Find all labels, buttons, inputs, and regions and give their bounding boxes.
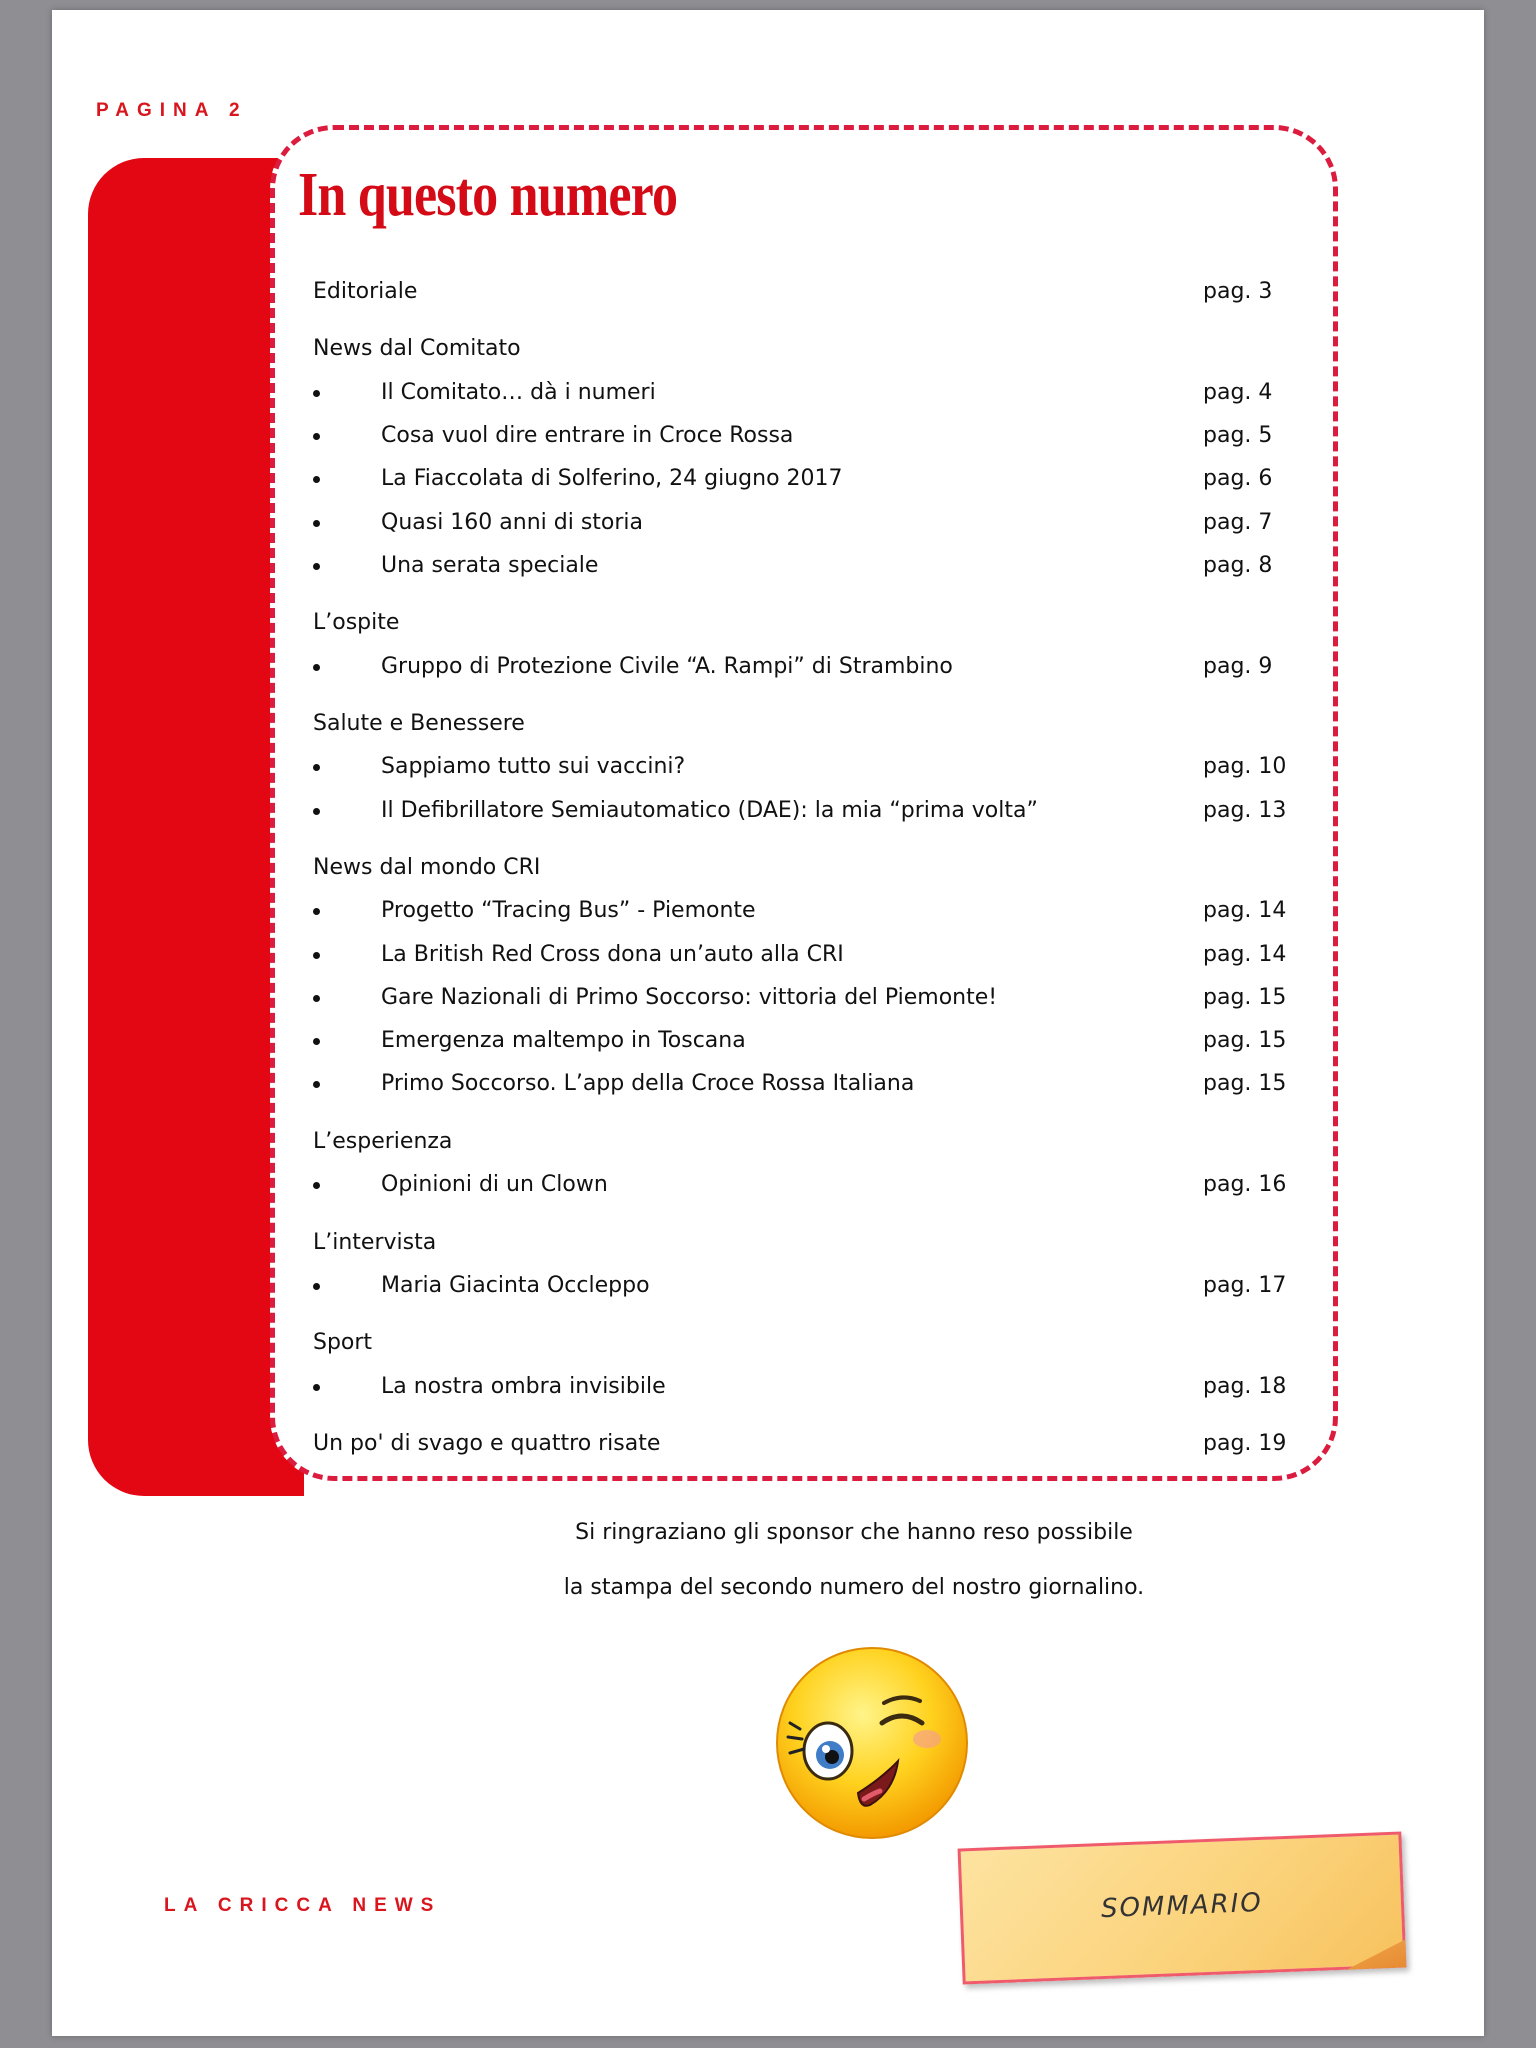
- toc-item: [313, 750, 1353, 784]
- bullet-icon: [313, 520, 320, 527]
- toc-label: Una serata speciale: [381, 553, 599, 578]
- toc-page-number: pag. 6: [1203, 466, 1273, 491]
- toc-item: [313, 419, 1353, 453]
- toc-label: Sport: [313, 1330, 373, 1355]
- page-label: PAGINA 2: [96, 100, 248, 121]
- toc-label: L’intervista: [313, 1230, 437, 1255]
- toc-label: La nostra ombra invisibile: [381, 1374, 666, 1399]
- toc-page-number: pag. 9: [1203, 654, 1273, 679]
- toc-label: Progetto “Tracing Bus” - Piemonte: [381, 898, 756, 923]
- winking-face-icon: [762, 1643, 972, 1843]
- toc-item: [313, 1370, 1353, 1404]
- toc-label: Primo Soccorso. L’app della Croce Rossa Italiana: [381, 1071, 915, 1096]
- bullet-icon: [313, 1283, 320, 1290]
- toc-label: L’esperienza: [313, 1129, 453, 1154]
- toc-label: Il Defibrillatore Semiautomatico (DAE): la mia “prima volta”: [381, 798, 1038, 823]
- toc-section: [313, 1226, 1353, 1260]
- toc-item: [313, 894, 1353, 928]
- toc-page-number: pag. 14: [1203, 942, 1287, 967]
- toc-label: News dal mondo CRI: [313, 855, 541, 880]
- bullet-icon: [313, 433, 320, 440]
- thanks-line-2: la stampa del secondo numero del nostro giornalino.: [563, 1575, 1145, 1600]
- toc-page-number: pag. 8: [1203, 553, 1273, 578]
- toc-label: Un po' di svago e quattro risate: [313, 1431, 661, 1456]
- toc-label: Cosa vuol dire entrare in Croce Rossa: [381, 423, 794, 448]
- toc-label: Gare Nazionali di Primo Soccorso: vittoria del Piemonte!: [381, 985, 998, 1010]
- bullet-icon: [313, 563, 320, 570]
- bullet-icon: [313, 1384, 320, 1391]
- toc-label: La British Red Cross dona un’auto alla CRI: [381, 942, 844, 967]
- toc-page-number: pag. 13: [1203, 798, 1287, 823]
- toc-label: Sappiamo tutto sui vaccini?: [381, 754, 686, 779]
- toc-page-number: pag. 5: [1203, 423, 1273, 448]
- toc-label: Il Comitato… dà i numeri: [381, 380, 656, 405]
- toc-item: [313, 506, 1353, 540]
- toc-page-number: pag. 15: [1203, 1071, 1287, 1096]
- note-curl: [1345, 1939, 1406, 1969]
- toc-page-number: pag. 4: [1203, 380, 1273, 405]
- bullet-icon: [313, 764, 320, 771]
- toc-page-number: pag. 14: [1203, 898, 1287, 923]
- toc-section: [313, 275, 1353, 309]
- toc-page-number: pag. 10: [1203, 754, 1287, 779]
- bullet-icon: [313, 1038, 320, 1045]
- bullet-icon: [313, 1081, 320, 1088]
- toc-page-number: pag. 16: [1203, 1172, 1287, 1197]
- bullet-icon: [313, 390, 320, 397]
- toc-section: [313, 1427, 1353, 1461]
- bullet-icon: [313, 995, 320, 1002]
- toc-item: [313, 549, 1353, 583]
- toc-title: In questo numero: [298, 161, 678, 229]
- toc-section: [313, 851, 1353, 885]
- toc-item: [313, 938, 1353, 972]
- bullet-icon: [313, 476, 320, 483]
- toc-item: [313, 1168, 1353, 1202]
- bullet-icon: [313, 952, 320, 959]
- toc-item: [313, 462, 1353, 496]
- sommario-label: SOMMARIO: [1100, 1887, 1264, 1925]
- toc-page-number: pag. 17: [1203, 1273, 1287, 1298]
- toc-section: [313, 332, 1353, 366]
- toc-item: [313, 1024, 1353, 1058]
- toc-page-number: pag. 19: [1203, 1431, 1287, 1456]
- sommario-sticky-note: [958, 1832, 1407, 1985]
- toc-label: La Fiaccolata di Solferino, 24 giugno 2017: [381, 466, 843, 491]
- toc-section: [313, 606, 1353, 640]
- bullet-icon: [313, 664, 320, 671]
- toc-item: [313, 981, 1353, 1015]
- toc-label: Opinioni di un Clown: [381, 1172, 608, 1197]
- toc-page-number: pag. 18: [1203, 1374, 1287, 1399]
- toc-section: [313, 707, 1353, 741]
- toc-page-number: pag. 7: [1203, 510, 1273, 535]
- toc-item: [313, 1067, 1353, 1101]
- toc-label: Gruppo di Protezione Civile “A. Rampi” di Strambino: [381, 654, 953, 679]
- toc-item: [313, 650, 1353, 684]
- toc-label: Quasi 160 anni di storia: [381, 510, 644, 535]
- toc-section: [313, 1125, 1353, 1159]
- toc-section: [313, 1326, 1353, 1360]
- toc-item: [313, 376, 1353, 410]
- bullet-icon: [313, 908, 320, 915]
- toc-page-number: pag. 15: [1203, 985, 1287, 1010]
- bullet-icon: [313, 1182, 320, 1189]
- toc-label: Editoriale: [313, 279, 418, 304]
- thanks-line-1: Si ringraziano gli sponsor che hanno reso possibile: [575, 1520, 1133, 1545]
- toc-label: Salute e Benessere: [313, 711, 525, 736]
- toc-page-number: pag. 15: [1203, 1028, 1287, 1053]
- footer-brand: LA CRICCA NEWS: [164, 1895, 442, 1916]
- toc-item: [313, 794, 1353, 828]
- toc-label: Emergenza maltempo in Toscana: [381, 1028, 746, 1053]
- toc-label: Maria Giacinta Occleppo: [381, 1273, 650, 1298]
- toc-label: L’ospite: [313, 610, 400, 635]
- bullet-icon: [313, 808, 320, 815]
- toc-label: News dal Comitato: [313, 336, 521, 361]
- toc-page-number: pag. 3: [1203, 279, 1273, 304]
- toc-item: [313, 1269, 1353, 1303]
